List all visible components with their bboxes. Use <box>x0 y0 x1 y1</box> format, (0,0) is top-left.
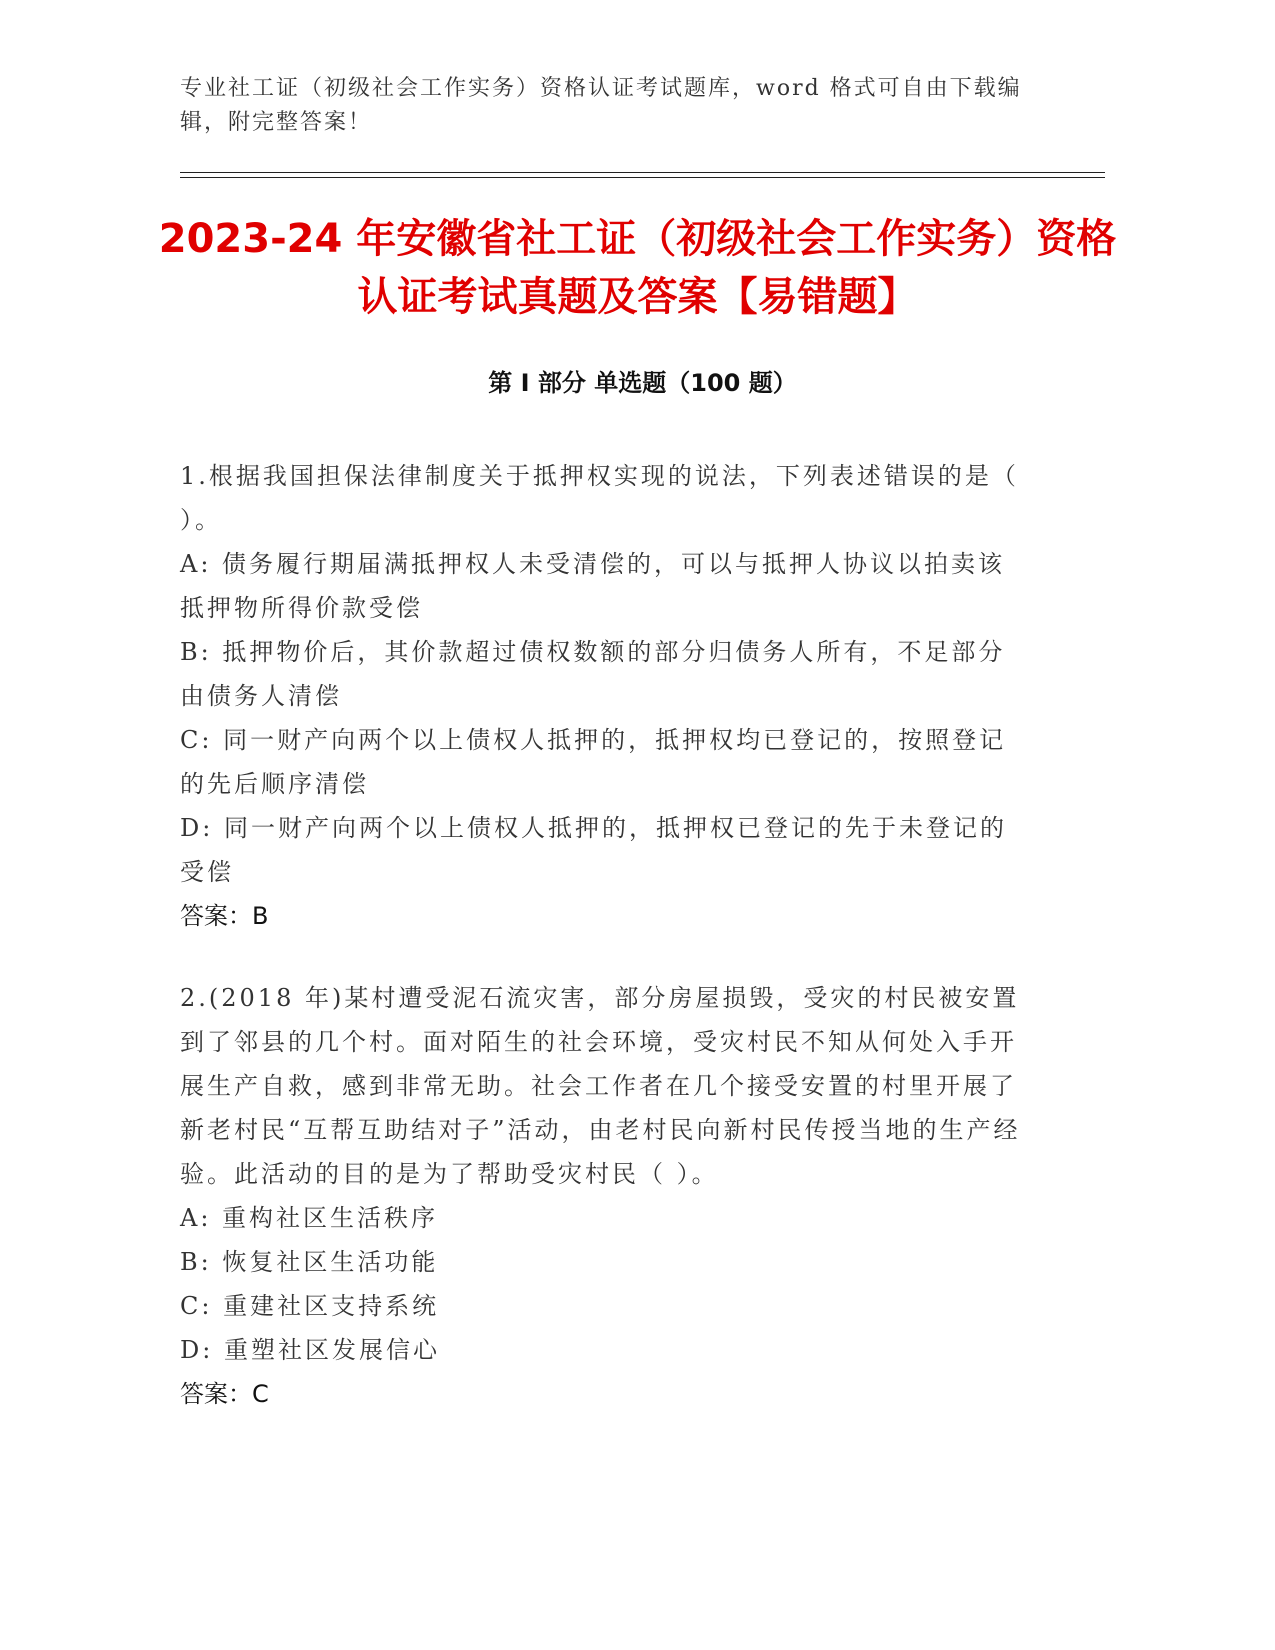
option-a: A: 债务履行期届满抵押权人未受清偿的，可以与抵押人协议以拍卖该抵押物所得价款受偿 <box>180 550 1006 622</box>
option-b: B: 抵押物价后，其价款超过债权数额的部分归债务人所有，不足部分由债务人清偿 <box>180 638 1006 710</box>
answer: 答案：B <box>180 902 269 930</box>
answer: 答案：C <box>180 1380 269 1408</box>
section-heading: 第 I 部分 单选题（100 题） <box>488 369 797 397</box>
question-1 <box>180 454 1030 938</box>
document-title: 2023-24 年安徽省社工证（初级社会工作实务）资格认证考试真题及答案【易错题】 <box>158 216 1117 320</box>
option-d: D: 重塑社区发展信心 <box>180 1336 440 1364</box>
option-b: B: 恢复社区生活功能 <box>180 1248 439 1276</box>
option-c: C: 同一财产向两个以上债权人抵押的，抵押权均已登记的，按照登记的先后顺序清偿 <box>180 726 1007 798</box>
option-a: A: 重构社区生活秩序 <box>180 1204 439 1232</box>
header-note: 专业社工证（初级社会工作实务）资格认证考试题库，word 格式可自由下载编辑，附完整答案！ <box>180 76 1022 135</box>
question-stem: 2.(2018 年)某村遭受泥石流灾害，部分房屋损毁，受灾的村民被安置到了邻县的几个村。面对陌生的社会环境，受灾村民不知从何处入手开展生产自救，感到非常无助。社会工作者在几个接受安置的村里开展了新老村民“互帮互助结对子”活动，由老村民向新村民传授当地的生产经验。此活动的目的是为了帮助受灾村民（ ）。 <box>180 984 1021 1188</box>
question-stem: 1.根据我国担保法律制度关于抵押权实现的说法，下列表述错误的是（ ）。 <box>180 462 1019 534</box>
option-c: C: 重建社区支持系统 <box>180 1292 440 1320</box>
option-d: D: 同一财产向两个以上债权人抵押的，抵押权已登记的先于未登记的受偿 <box>180 814 1007 886</box>
header-divider <box>180 172 1105 178</box>
question-2 <box>180 976 1030 1416</box>
